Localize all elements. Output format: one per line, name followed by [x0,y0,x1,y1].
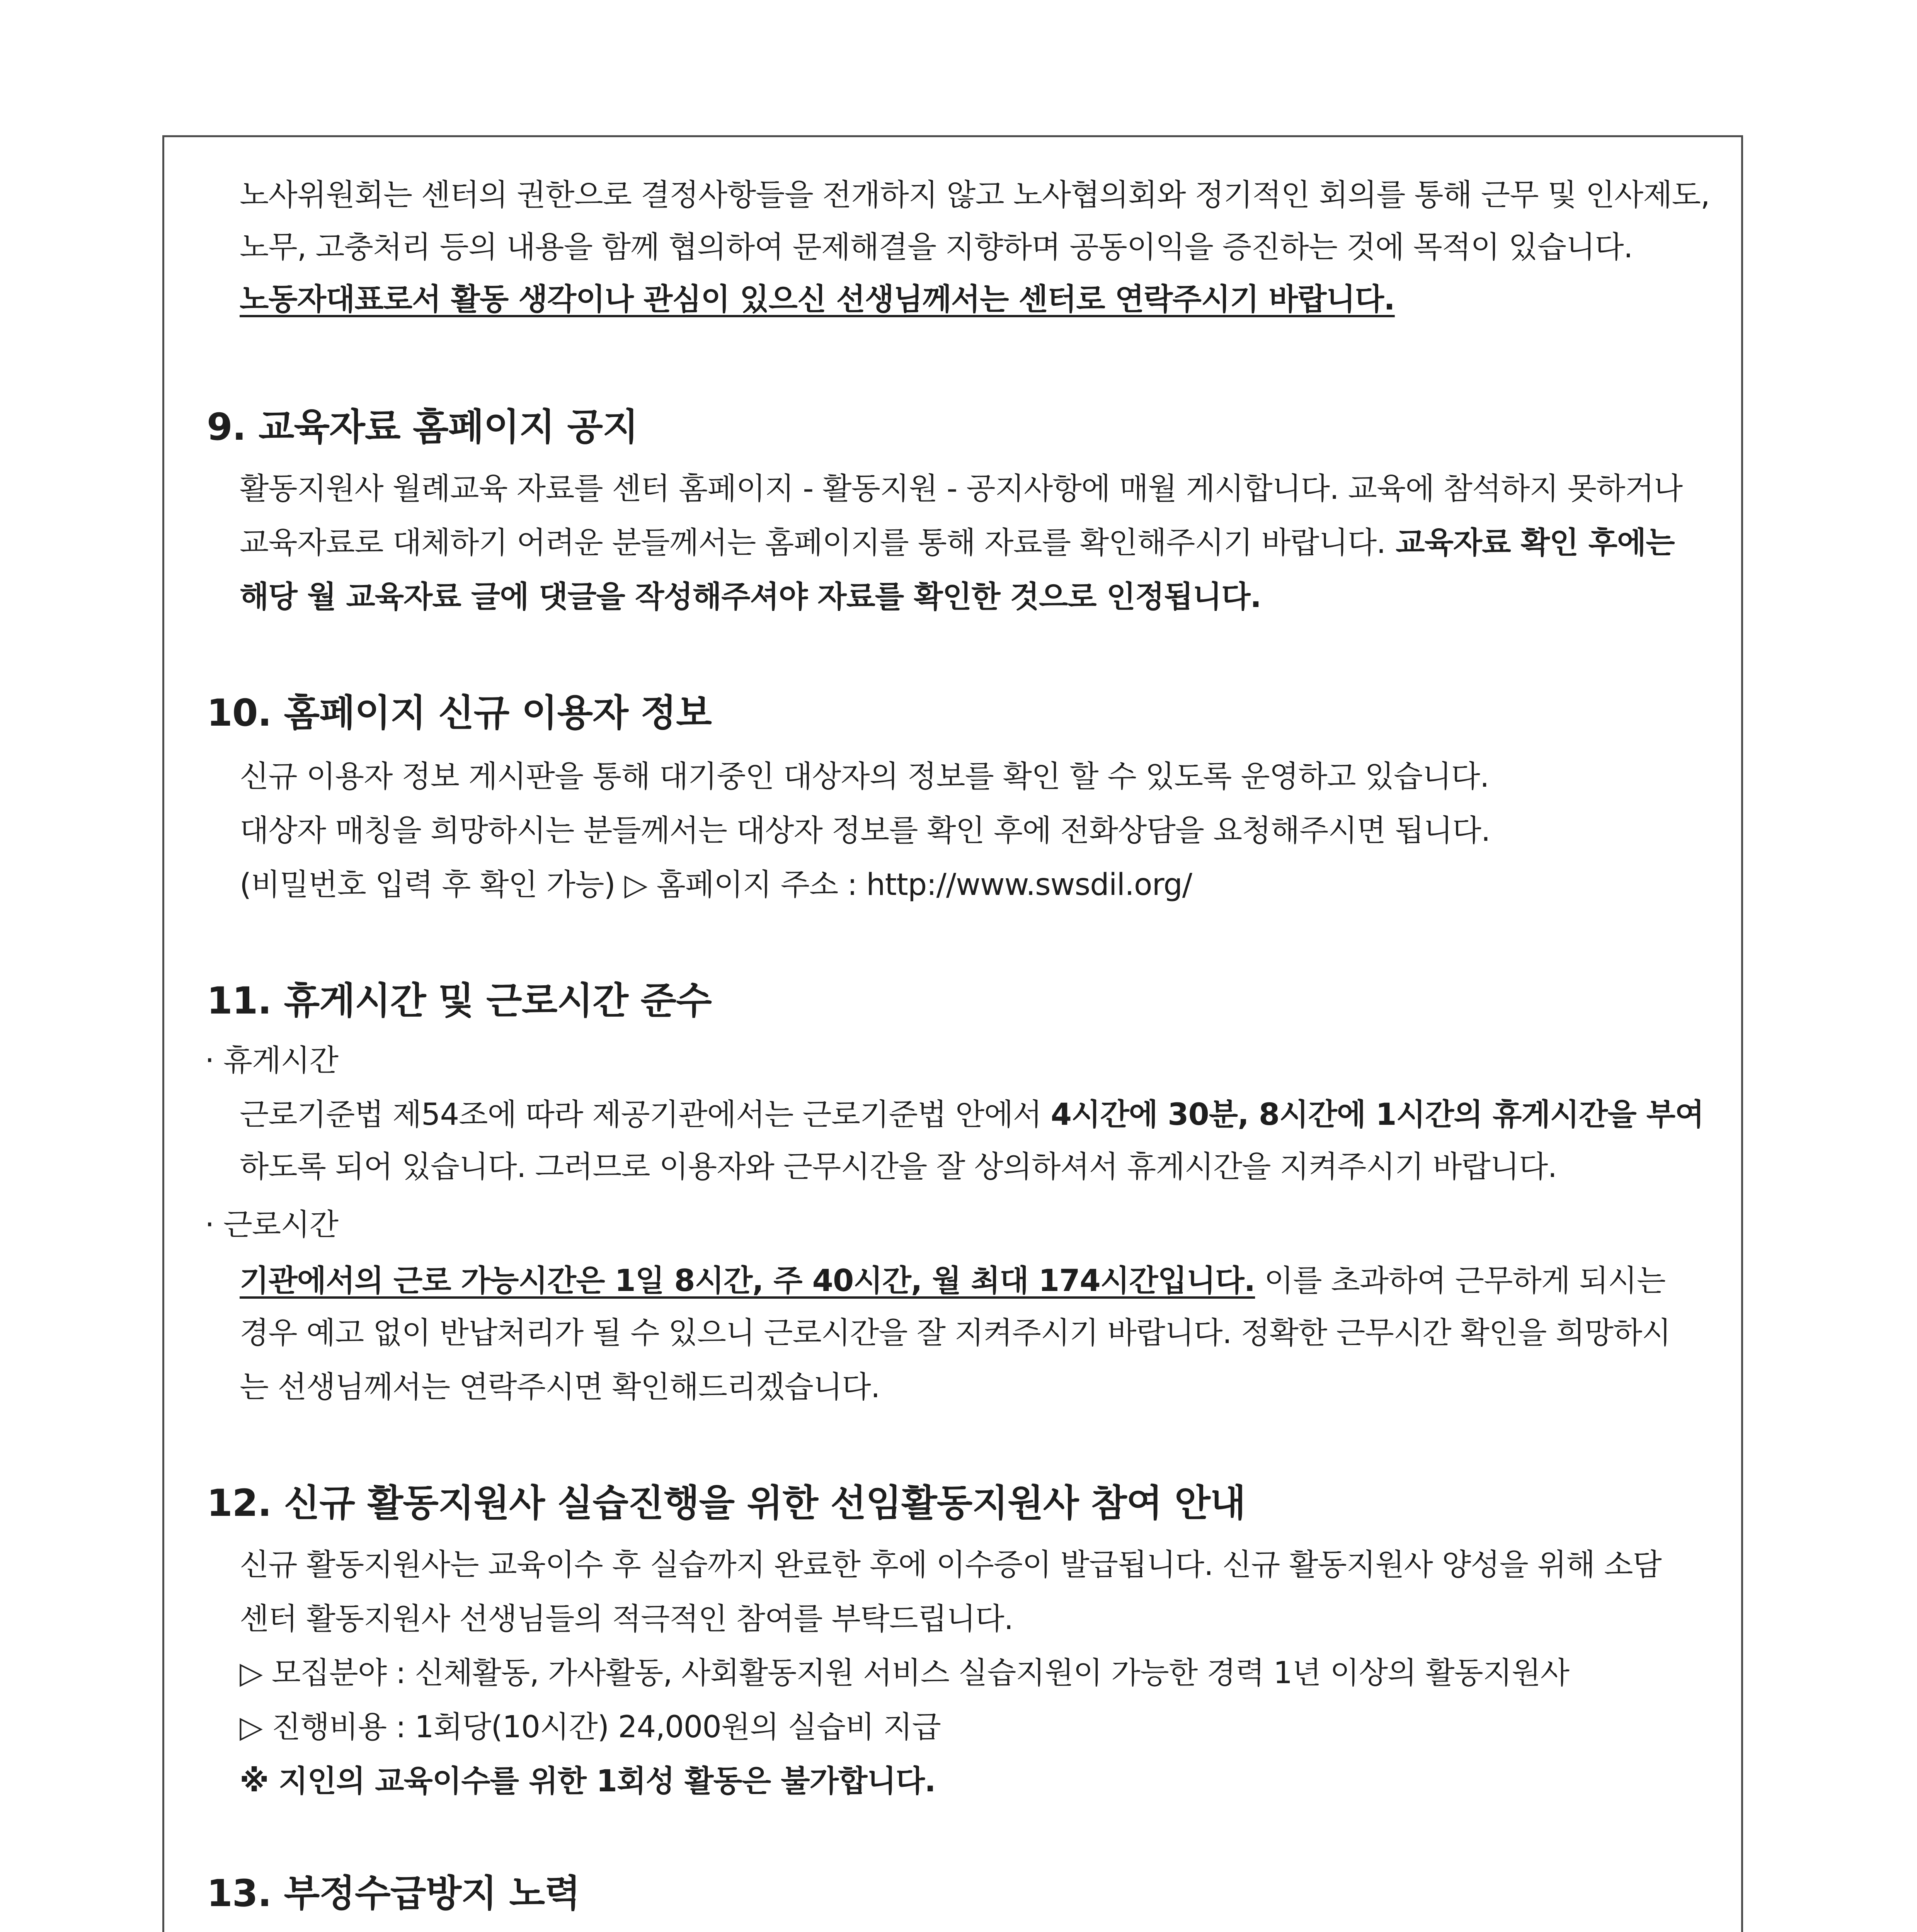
section-12-line: 센터 활동지원사 선생님들의 적극적인 참여를 부탁드립니다. [240,1602,1013,1636]
rest-time-emphasis: 4시간에 30분, 8시간에 1시간의 휴게시간을 부여 [1050,1097,1704,1132]
work-time-line [240,1262,1665,1300]
section-10-heading: 10. 홈페이지 신규 이용자 정보 [207,691,712,735]
homepage-address-line: (비밀번호 입력 후 확인 가능) ▷ 홈페이지 주소 : http://www.swsdil.org/ [240,867,1192,902]
intro-line: 노무, 고충처리 등의 내용을 함께 협의하여 문제해결을 지향하며 공동이익을 증진하는 것에 목적이 있습니다. [240,230,1633,265]
section-11-heading: 11. 휴게시간 및 근로시간 준수 [207,979,712,1022]
work-time-text: 이를 초과하여 근무하게 되시는 [1255,1264,1665,1298]
section-10-line: 신규 이용자 정보 게시판을 통해 대기중인 대상자의 정보를 확인 할 수 있도록 운영하고 있습니다. [240,759,1489,794]
rest-time-line [240,1095,1704,1134]
section-13-heading: 13. 부정수급방지 노력 [207,1872,580,1915]
section-9-line: 활동지원사 월례교육 자료를 센터 홈페이지 - 활동지원 - 공지사항에 매월 게시합니다. 교육에 참석하지 못하거나 [240,471,1683,506]
rest-time-line: 하도록 되어 있습니다. 그러므로 이용자와 근무시간을 잘 상의하셔서 휴게시간을 지켜주시기 바랍니다. [240,1150,1557,1184]
section-12-heading: 12. 신규 활동지원사 실습진행을 위한 선임활동지원사 참여 안내 [207,1481,1246,1525]
recruit-field-line: ▷ 모집분야 : 신체활동, 가사활동, 사회활동지원 서비스 실습지원이 가능한 경력 1년 이상의 활동지원사 [240,1656,1569,1690]
section-10-line: 대상자 매칭을 희망하시는 분들께서는 대상자 정보를 확인 후에 전화상담을 요청해주시면 됩니다. [240,813,1490,848]
work-time-limit: 기관에서의 근로 가능시간은 1일 8시간, 주 40시간, 월 최대 174시간입니다. [240,1264,1255,1298]
rest-time-label: · 휴게시간 [205,1043,338,1078]
rest-time-text: 근로기준법 제54조에 따라 제공기관에서는 근로기준법 안에서 [240,1097,1051,1132]
intro-line: 노사위원회는 센터의 권한으로 결정사항들을 전개하지 않고 노사협의회와 정기적인 회의를 통해 근무 및 인사제도, [240,178,1710,213]
intro-contact-line: 노동자대표로서 활동 생각이나 관심이 있으신 선생님께서는 센터로 연락주시기 바랍니다. [240,282,1395,317]
section-12-line: 신규 활동지원사는 교육이수 후 실습까지 완료한 후에 이수증이 발급됩니다. 신규 활동지원사 양성을 위해 소담 [240,1548,1662,1582]
work-time-line: 는 선생님께서는 연락주시면 확인해드리겠습니다. [240,1370,880,1405]
work-time-label: · 근로시간 [205,1208,338,1242]
section-9-emphasis: 교육자료 확인 후에는 [1386,526,1675,560]
section-9-line [240,524,1675,562]
work-time-line: 경우 예고 없이 반납처리가 될 수 있으니 근로시간을 잘 지켜주시기 바랍니다. 정확한 근무시간 확인을 희망하시 [240,1316,1671,1350]
section-9-emphasis-line: 해당 월 교육자료 글에 댓글을 작성해주셔야 자료를 확인한 것으로 인정됩니다. [240,580,1262,614]
section-9-heading: 9. 교육자료 홈페이지 공지 [207,405,638,449]
section-9-text: 교육자료로 대체하기 어려운 분들께서는 홈페이지를 통해 자료를 확인해주시기 바랍니다. [240,526,1386,560]
cost-line: ▷ 진행비용 : 1회당(10시간) 24,000원의 실습비 지급 [240,1710,941,1745]
notice-line: ※ 지인의 교육이수를 위한 1회성 활동은 불가합니다. [240,1764,936,1799]
